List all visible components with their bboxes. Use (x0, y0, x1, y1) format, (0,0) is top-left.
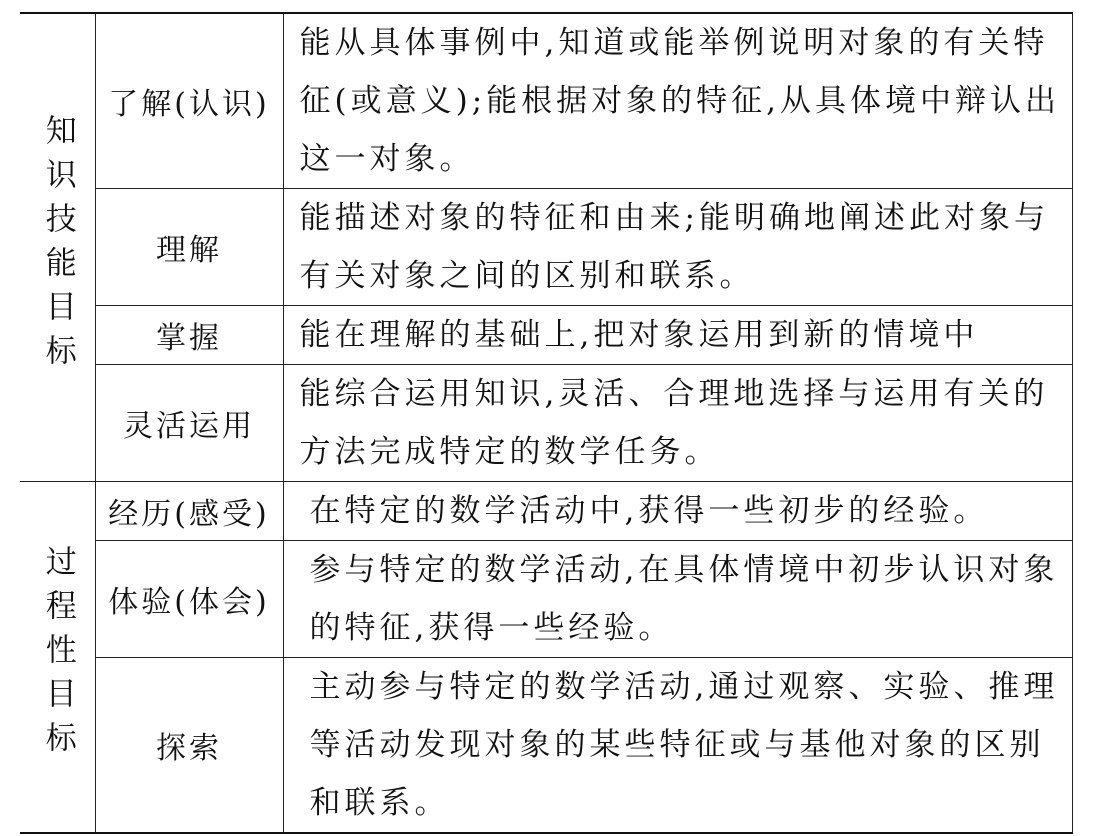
level-cell: 理解 (95, 189, 283, 306)
level-cell: 体验(体会) (95, 541, 283, 658)
description-cell: 在特定的数学活动中,获得一些初步的经验。 (283, 482, 1072, 541)
description-cell: 主动参与特定的数学活动,通过观察、实验、推理等活动发现对象的某些特征或与基他对象的区别和联系。 (283, 658, 1072, 834)
table-row (20, 541, 1072, 658)
category-label: 过程性目标 (39, 545, 76, 765)
level-cell: 灵活运用 (95, 365, 283, 482)
description-cell: 能综合运用知识,灵活、合理地选择与运用有关的方法完成特定的数学任务。 (283, 365, 1072, 482)
category-cell-process (20, 482, 95, 834)
description-cell: 能描述对象的特征和由来;能明确地阐述此对象与有关对象之间的区别和联系。 (283, 189, 1072, 306)
category-label: 知识技能目标 (39, 113, 76, 378)
table-row (20, 189, 1072, 306)
table-row (20, 482, 1072, 541)
description-cell: 参与特定的数学活动,在具体情境中初步认识对象的特征,获得一些经验。 (283, 541, 1072, 658)
objectives-table (20, 12, 1073, 834)
level-cell: 了解(认识) (95, 13, 283, 189)
level-cell: 掌握 (95, 306, 283, 365)
description-cell: 能从具体事例中,知道或能举例说明对象的有关特征(或意义);能根据对象的特征,从具体境中辩认出这一对象。 (283, 13, 1072, 189)
table-row (20, 13, 1072, 189)
category-cell-knowledge-skill (20, 13, 95, 482)
table-row (20, 658, 1072, 834)
table-row (20, 365, 1072, 482)
table-row (20, 306, 1072, 365)
level-cell: 经历(感受) (95, 482, 283, 541)
level-cell: 探索 (95, 658, 283, 834)
description-cell: 能在理解的基础上,把对象运用到新的情境中 (283, 306, 1072, 365)
